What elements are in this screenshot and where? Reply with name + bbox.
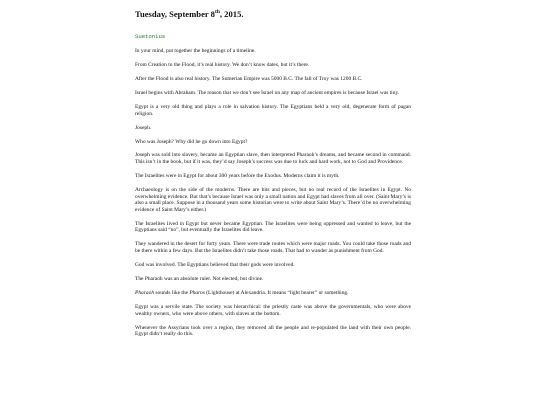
paragraph: They wandered in the desert for forty years. There were trade routes which were major roads. You could take those roads and be there within a few days. But the Israelites didn’t take those roads. That had to wander as punishment from God. — [135, 241, 411, 254]
title-year: , 2015. — [219, 9, 244, 19]
pharos-word: Pharos — [189, 289, 205, 296]
document-page — [135, 9, 411, 345]
paragraph-pharaoh — [135, 290, 411, 297]
paragraph: Archaeology is on the side of the moderns. There are bits and pieces, but no real record of the Israelites in Egypt. No overwhelming evidence. But that’s because Israel was only a small nation and Egypt had slaves from all over. (Saint Mary’s is also a small place. Suppose in a thousand years some historian were to write about Saint Mary’s. There’d be no overwhelming evidence of Saint Mary’s either.) — [135, 187, 411, 213]
paragraph: God was involved. The Egyptians believed that their gods were involved. — [135, 261, 295, 268]
title-date: Tuesday, September 8 — [135, 9, 215, 19]
paragraph: The Israelites lived in Egypt but never became Egyptian. The Israelites were being oppressed and wanted to leave, but the Egyptians said “no”, but eventually the Israelites did leave. — [135, 220, 411, 234]
paragraph: Egypt was a servile state. The society was hierarchical: the priestly caste was above the governmentals, who were above wealthy owners, who were above others, with slaves at the bottom. — [135, 303, 411, 317]
paragraph: The Pharaoh was an absolute ruler. Not elected, but divine. — [135, 275, 264, 282]
paragraph: Israel begins with Abraham. The reason that we don’t see Israel on any map of ancient empires is because Israel was tiny. — [135, 89, 400, 96]
title-ordinal: th — [214, 9, 220, 16]
paragraph: In your mind, put together the beginnings of a timeline. — [135, 48, 256, 54]
paragraph: Egypt is a very old thing and plays a role in salvation history. The Egyptians held a very old, degenerate form of pagan religion. — [135, 103, 411, 117]
paragraph: After the Flood is also real history. The Sumerian Empire was 5000 B.C. The fall of Troy was 1200 B.C. — [135, 75, 363, 82]
paragraph: Whenever the Assyrians took over a region, they removed all the people and re-populated the land with their own people. Egypt didn’t really do this. — [135, 324, 411, 338]
suetonius-link[interactable]: Suetonius — [135, 33, 166, 40]
pharaoh-mid: sounds like the — [154, 289, 190, 296]
paragraph: From Creation to the Flood, it’s real history. We don’t know dates, but it’s there. — [135, 61, 310, 68]
pharaoh-rest: (Lighthouse) at Alexandria. It means “light bearer” or something. — [204, 289, 349, 296]
paragraph: Who was Joseph? Why did he go down into Egypt? — [135, 138, 248, 145]
post-title — [135, 9, 411, 19]
paragraph: Joseph was sold into slavery, became an Egyptian slave, then interpreted Pharaoh’s dreams, and became second in command. This isn’t in the book, but if it was, they’d say Joseph’s success was due to luck and hard work, not to God and Providence. — [135, 152, 411, 166]
pharaoh-word: Pharaoh — [135, 289, 155, 296]
paragraph: Joseph. — [135, 124, 152, 131]
paragraph: The Israelites were in Egypt for about 300 years before the Exodus. Moderns claim it is myth. — [135, 173, 340, 180]
